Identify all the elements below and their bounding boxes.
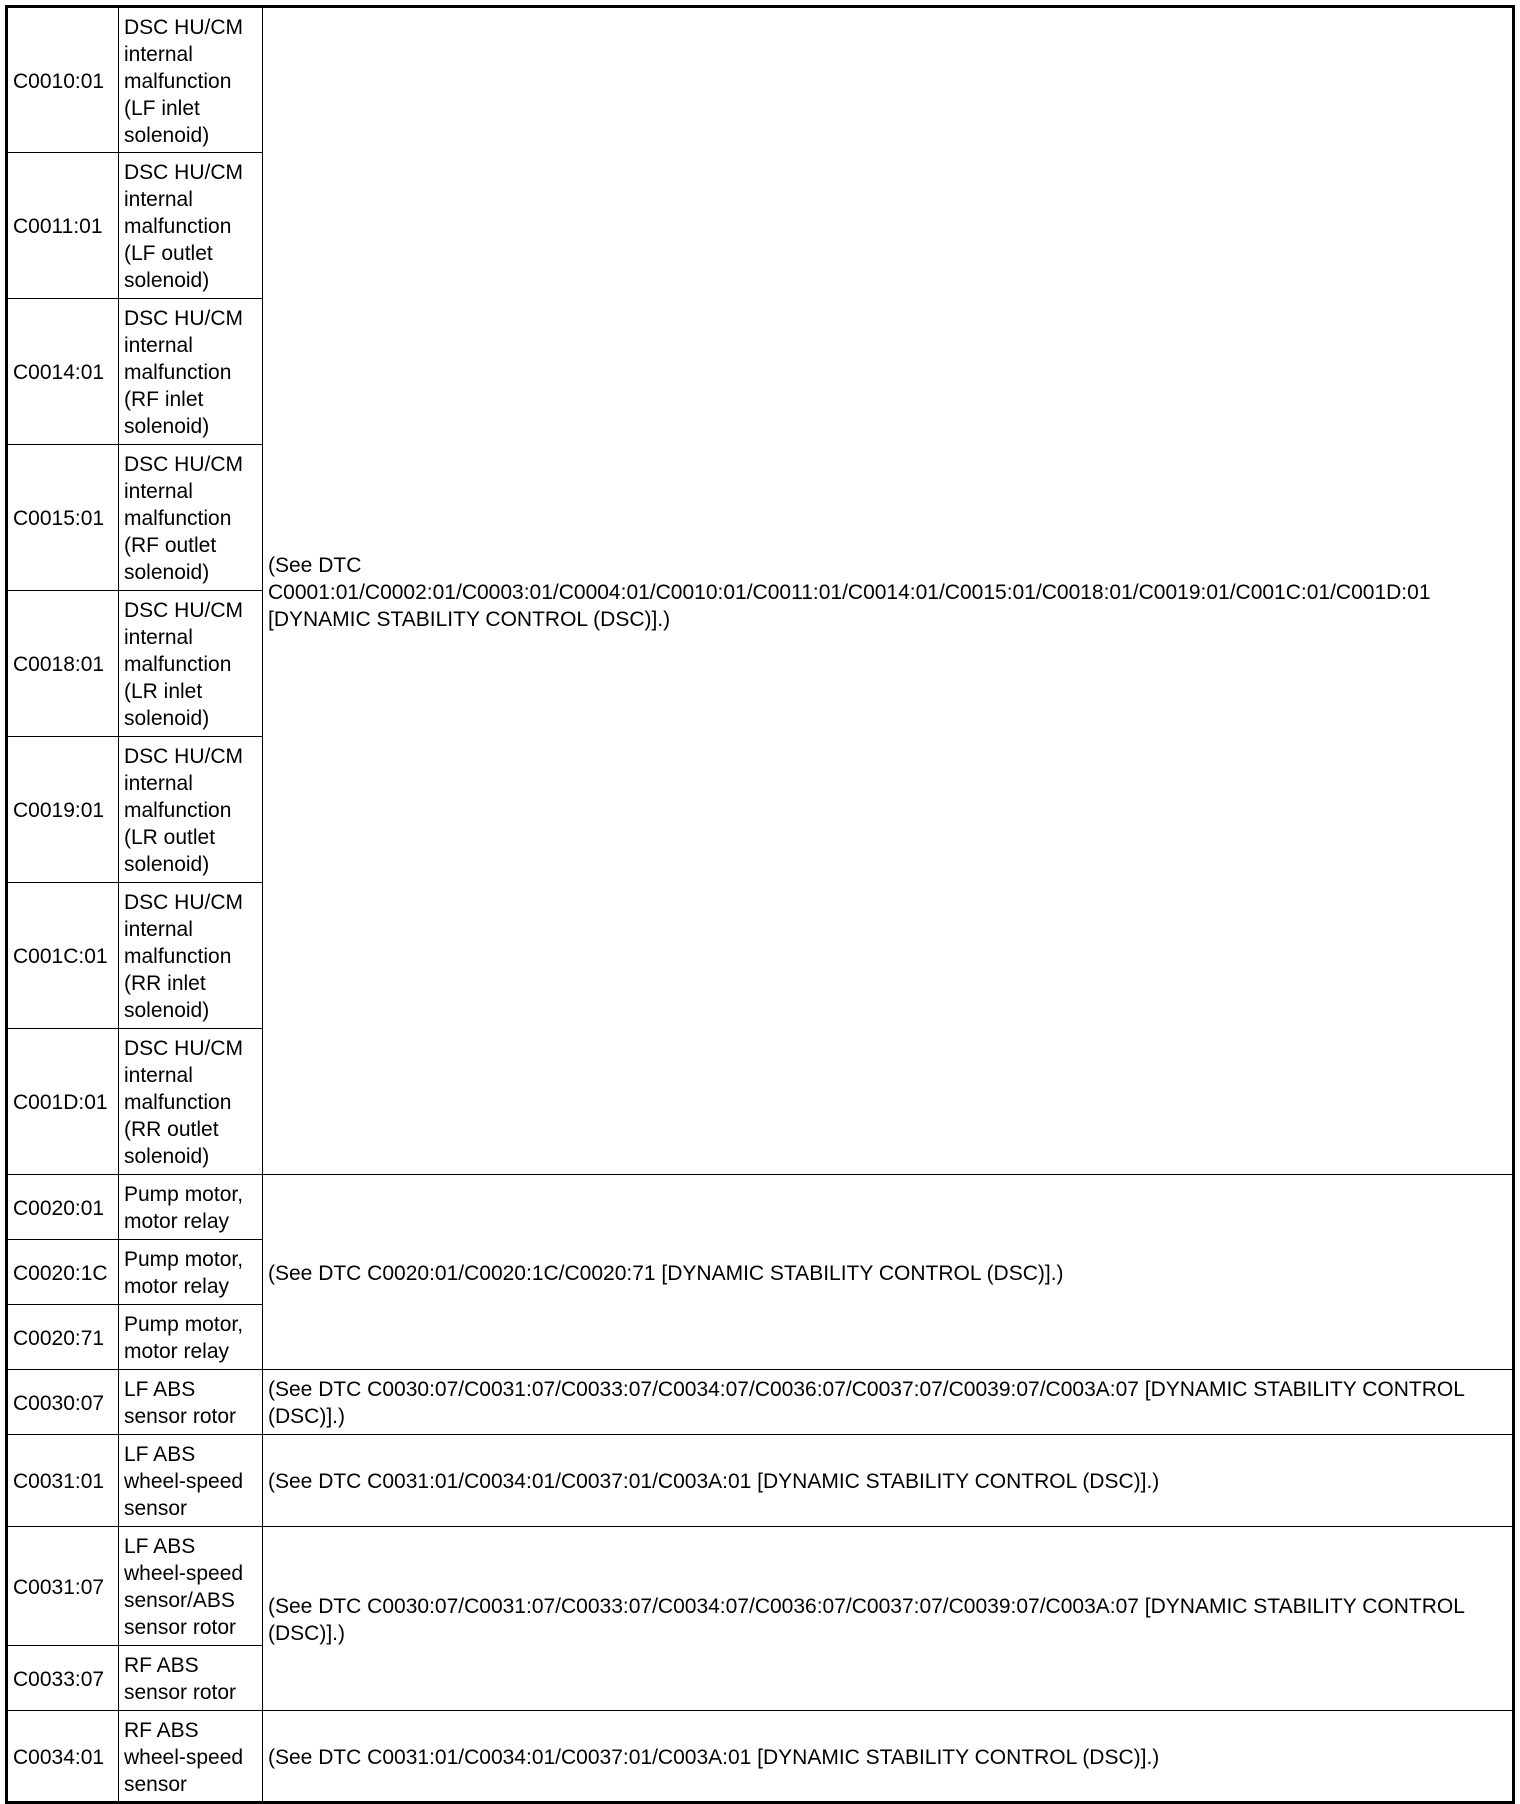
dtc-reference: (See DTC C0031:01/C0034:01/C0037:01/C003A:01 [DYNAMIC STABILITY CONTROL (DSC)].) — [263, 1711, 1514, 1803]
dtc-code: C0020:01 — [7, 1175, 119, 1240]
dtc-reference: (See DTC C0020:01/C0020:1C/C0020:71 [DYNAMIC STABILITY CONTROL (DSC)].) — [263, 1175, 1514, 1370]
dtc-code: C0015:01 — [7, 445, 119, 591]
dtc-description: DSC HU/CM internal malfunction (LF inlet solenoid) — [119, 7, 263, 153]
dtc-code: C001C:01 — [7, 883, 119, 1029]
table-row — [7, 1435, 1514, 1527]
reference-dtc-label: DTC — [318, 553, 362, 577]
dtc-code: C0031:01 — [7, 1435, 119, 1527]
dtc-code: C0019:01 — [7, 737, 119, 883]
dtc-reference: (See DTC C0031:01/C0034:01/C0037:01/C003A:01 [DYNAMIC STABILITY CONTROL (DSC)].) — [263, 1435, 1514, 1527]
dtc-code: C0030:07 — [7, 1370, 119, 1435]
dtc-code: C0033:07 — [7, 1646, 119, 1711]
dtc-description: Pump motor, motor relay — [119, 1175, 263, 1240]
table-row — [7, 1527, 1514, 1646]
dtc-description: DSC HU/CM internal malfunction (RF outlet solenoid) — [119, 445, 263, 591]
dtc-description: DSC HU/CM internal malfunction (LR outlet solenoid) — [119, 737, 263, 883]
dtc-reference: (See DTC C0030:07/C0031:07/C0033:07/C0034:07/C0036:07/C0037:07/C0039:07/C003A:07 [DYNAMIC STABILITY CONTROL (DSC)].) — [263, 1370, 1514, 1435]
dtc-code: C0011:01 — [7, 153, 119, 299]
dtc-table — [5, 5, 1515, 1804]
table-row — [7, 1370, 1514, 1435]
dtc-code: C0031:07 — [7, 1527, 119, 1646]
dtc-description: DSC HU/CM internal malfunction (RR inlet solenoid) — [119, 883, 263, 1029]
dtc-code: C0010:01 — [7, 7, 119, 153]
dtc-code: C0020:1C — [7, 1240, 119, 1305]
dtc-code: C0034:01 — [7, 1711, 119, 1803]
dtc-code: C0014:01 — [7, 299, 119, 445]
dtc-code: C0018:01 — [7, 591, 119, 737]
dtc-description: DSC HU/CM internal malfunction (RF inlet solenoid) — [119, 299, 263, 445]
reference-prefix: (See — [268, 553, 319, 577]
reference-suffix: [DYNAMIC STABILITY CONTROL (DSC)].) — [268, 607, 671, 631]
dtc-description: LF ABS sensor rotor — [119, 1370, 263, 1435]
dtc-reference — [263, 7, 1514, 1175]
dtc-description: RF ABS wheel-speed sensor — [119, 1711, 263, 1803]
dtc-reference: (See DTC C0030:07/C0031:07/C0033:07/C0034:07/C0036:07/C0037:07/C0039:07/C003A:07 [DYNAMIC STABILITY CONTROL (DSC)].) — [263, 1527, 1514, 1711]
dtc-description: LF ABS wheel-speed sensor/ABS sensor rotor — [119, 1527, 263, 1646]
dtc-code: C0020:71 — [7, 1305, 119, 1370]
dtc-description: DSC HU/CM internal malfunction (LF outlet solenoid) — [119, 153, 263, 299]
dtc-description: Pump motor, motor relay — [119, 1305, 263, 1370]
dtc-description: LF ABS wheel-speed sensor — [119, 1435, 263, 1527]
table-row — [7, 7, 1514, 153]
dtc-description: DSC HU/CM internal malfunction (RR outlet solenoid) — [119, 1029, 263, 1175]
table-row — [7, 1175, 1514, 1240]
dtc-code: C001D:01 — [7, 1029, 119, 1175]
reference-codes: C0001:01/C0002:01/C0003:01/C0004:01/C0010:01/C0011:01/C0014:01/C0015:01/C0018:01/C0019:01/C001C:01/C001D:01 — [268, 580, 1431, 604]
dtc-description: Pump motor, motor relay — [119, 1240, 263, 1305]
dtc-description: DSC HU/CM internal malfunction (LR inlet solenoid) — [119, 591, 263, 737]
table-row — [7, 1711, 1514, 1803]
dtc-description: RF ABS sensor rotor — [119, 1646, 263, 1711]
